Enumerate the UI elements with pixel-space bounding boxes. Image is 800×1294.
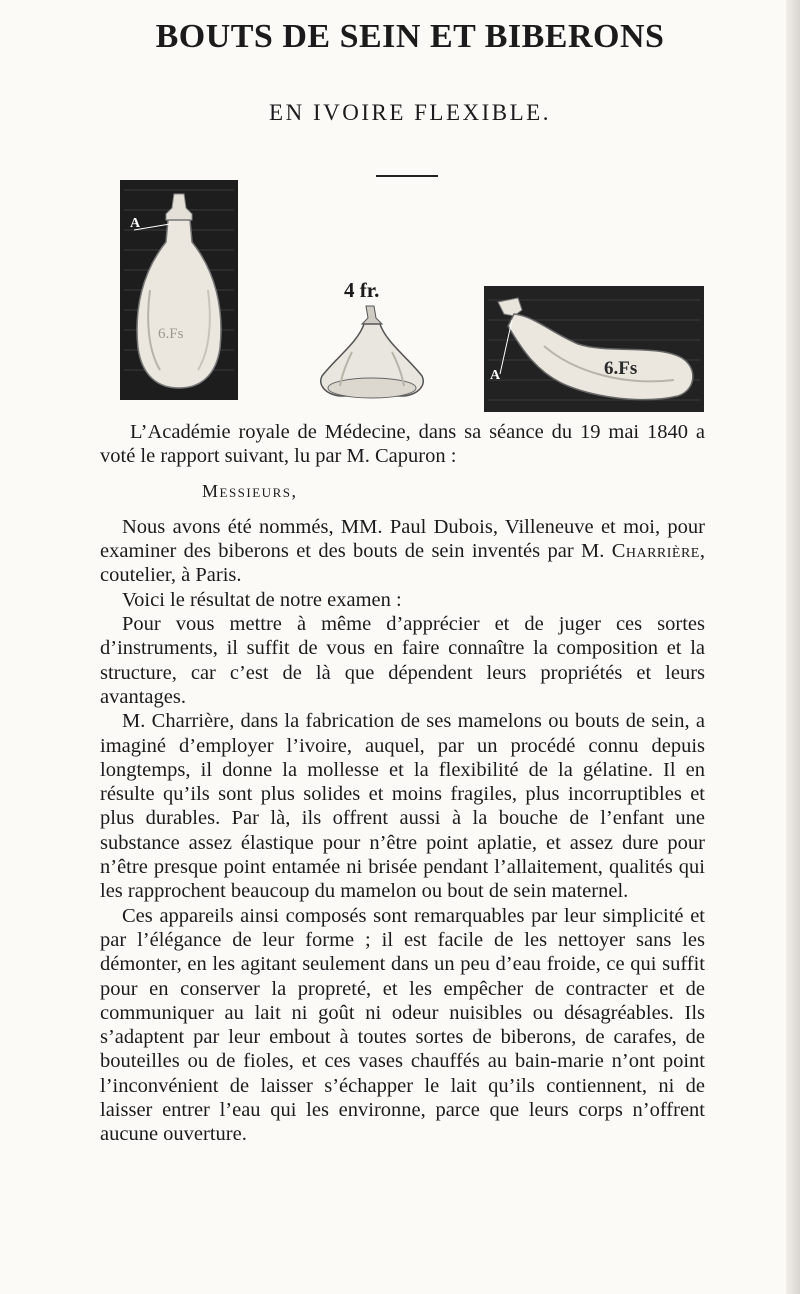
nipple-price: 4 fr. (344, 278, 380, 302)
salutation: Messieurs, (202, 480, 298, 501)
page-edge-shadow (786, 0, 800, 1294)
intro-paragraph: L’Académie royale de Médecine, dans sa séance du 19 mai 1840 a voté le rapport suivant, lu par M. Capuron : (100, 421, 705, 468)
paragraph-composition: Pour vous mettre à même d’apprécier et de juger ces sortes d’instruments, il suffit de vous en faire connaître la composition et la structure, car c’est de là que dépendent leurs propriétés et leurs avantages. (100, 613, 705, 708)
paragraph-members-start: Nous avons été nommés, MM. Paul Dubois, Villeneuve et moi, pour examiner des biberons et des bouts de sein inventés par M. (100, 515, 705, 563)
nipple-shield-illustration (312, 302, 432, 402)
flask-illustration (484, 286, 704, 412)
report-body (100, 420, 705, 1147)
bottle-price-label: 6.Fs (158, 326, 184, 342)
paragraph-members-end: , coutelier, à Paris. (100, 540, 705, 587)
flask-marker-a: A (490, 368, 501, 383)
page-title: BOUTS DE SEIN ET BIBERONS (155, 18, 665, 55)
inventor-name: Charrière (611, 540, 700, 563)
page-subtitle: EN IVOIRE FLEXIBLE. (269, 100, 551, 125)
paragraph-ivory: M. Charrière, dans la fabrication de ses mamelons ou bouts de sein, a imaginé d’employer l’ivoire, auquel, par un procédé connu depuis longtemps, il donne la mollesse et la flexibilité de la gélatine. Il en résulte qu’ils sont plus solides et moins fragiles, plus incorruptibles et plus durables. Par là, ils offrent aussi à la bouche de l’enfant une substance assez élastique pour n’être point aplatie, et assez dure pour n’être presque point entamée ni brisée pendant l’allaitement, qualités qui les rapprochent beaucoup du mamelon ou bout de sein maternel. (100, 710, 705, 903)
bottle-illustration (120, 180, 238, 400)
paragraph-apparatus: Ces appareils ainsi composés sont remarquables par leur simplicité et par l’élégance de leur forme ; il est facile de les nettoyer sans les démonter, en les agitant seulement dans un peu d’eau froide, ce qui suffit pour en conserver la propreté, et les empêcher de contracter et de communiquer au lait ni goût ni odeur nuisibles ou désagréables. Ils s’adaptent par leur embout à toutes sortes de biberons, de carafes, de bouteilles ou de fioles, et ces vases chauffés au bain-marie n’ont point l’inconvénient de laisser s’échapper le lait qu’ils contiennent, ni de laisser entrer l’eau qui les environne, parce que leurs corps n’offrent aucune ouverture. (100, 904, 705, 1146)
bottle-marker-a: A (130, 216, 141, 231)
paragraph-members (100, 515, 705, 588)
flask-price-label: 6.Fs (604, 358, 638, 379)
paragraph-result: Voici le résultat de notre examen : (122, 588, 402, 611)
title-divider (376, 175, 438, 177)
